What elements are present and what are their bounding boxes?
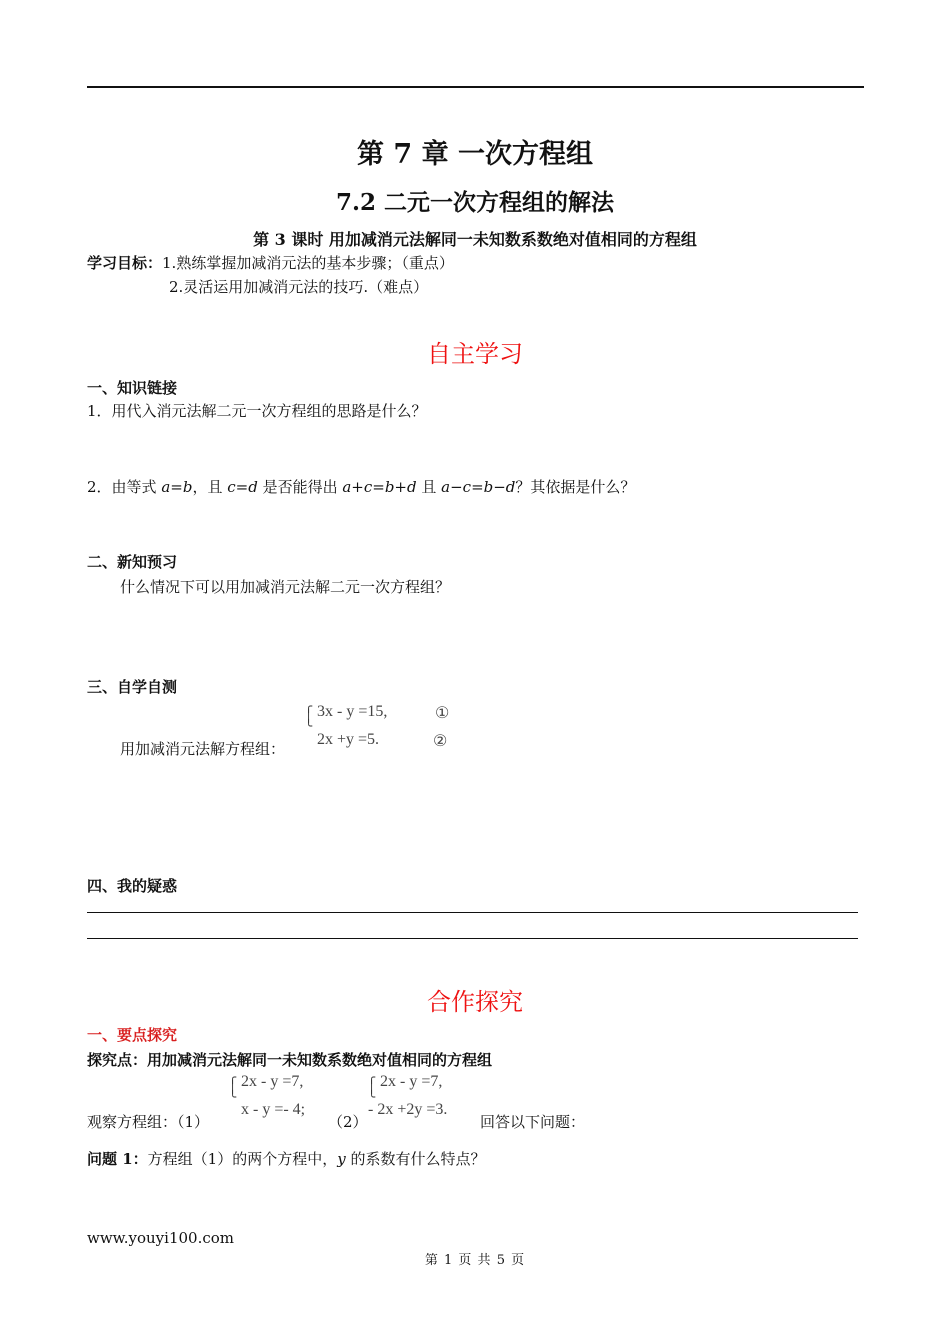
header-rule [87,86,864,88]
section-title: 7.2 二元一次方程组的解法 [335,189,615,216]
system-2-label: （2） [328,1113,368,1131]
website-link[interactable]: www.youyi100.com [87,1229,234,1247]
equation-1: 3x - y =15, [317,703,388,720]
equation-2: 2x +y =5. [317,731,380,748]
system-1-equation-1: 2x - y =7, [241,1073,304,1090]
left-brace-icon: ╭ │ ╰ [368,1070,376,1104]
goals-label: 学习目标： [87,254,163,272]
left-brace-icon: ╭ │ ╰ [229,1070,237,1104]
page-number: 第 1 页 共 5 页 [424,1253,526,1268]
answer-prompt: 回答以下问题： [480,1113,586,1131]
system-2-equation-1: 2x - y =7, [380,1073,443,1090]
system-1-equation-2: x - y =- 4; [241,1101,306,1118]
doubts-heading: 四、我的疑惑 [87,877,178,895]
knowledge-link-heading: 一、知识链接 [87,379,178,397]
equation-2-mark: ② [433,733,448,750]
question-2: 2．由等式 a=b，且 c=d 是否能得出 a+c=b+d 且 a−c=b−d？其依据是什么？ [87,478,636,496]
cooperative-title: 合作探究 [427,988,523,1016]
equation-1-mark: ① [435,705,450,722]
lesson-title: 第 3 课时 用加减消元法解同一未知数系数绝对值相同的方程组 [253,230,697,249]
question-1-cooperative: 问题 1：方程组（1）的两个方程中，y 的系数有什么特点？ [87,1150,486,1168]
goal-item-1: 1.熟练掌握加减消元法的基本步骤；（重点） [162,254,454,272]
key-points-heading: 一、要点探究 [87,1026,178,1044]
observe-label: 观察方程组：（1） [87,1113,210,1131]
answer-line-1 [87,912,858,913]
self-test-prompt: 用加减消元法解方程组： [120,740,286,758]
exploration-point: 探究点：用加减消元法解同一未知数系数绝对值相同的方程组 [87,1051,493,1069]
learning-goals [87,252,454,273]
answer-line-2 [87,938,858,939]
self-study-title: 自主学习 [427,340,523,368]
question-1: 1．用代入消元法解二元一次方程组的思路是什么？ [87,402,427,420]
system-2-equation-2: - 2x +2y =3. [368,1101,448,1118]
self-test-heading: 三、自学自测 [87,678,178,696]
goal-item-2: 2.灵活运用加减消元法的技巧.（难点） [169,278,429,296]
left-brace-icon: ╭ │ ╰ [305,699,313,733]
preview-question: 什么情况下可以用加减消元法解二元一次方程组？ [120,578,451,596]
preview-heading: 二、新知预习 [87,553,178,571]
chapter-title: 第 7 章 一次方程组 [357,139,593,170]
